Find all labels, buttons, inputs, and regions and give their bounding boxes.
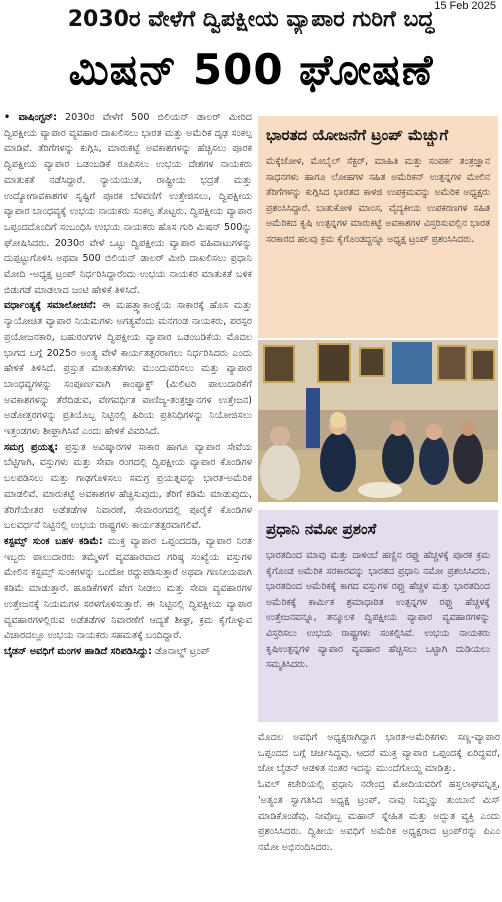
paragraph-5: ಡೊನಾಲ್ಡ್ ಟ್ರಂಪ್: [151, 645, 210, 657]
sidebar-box-trump-praise: [258, 116, 498, 338]
paragraph-4: ಮುಕ್ತ ವ್ಯಾಪಾರ ಒಪ್ಪಂದದಡಿ, ವ್ಯಾಪಾರ ನಿರತ ಇಬ್ಬರು ಪಾಲುದಾರರು ತಮ್ಮೆಳಗೆ ವ್ಯವಹಾರವಾದ ಗರಿಷ್ಠ ಸಂಖ್ಯೆಯ ವಸ್ತುಗಳ ಮೇಲಿನ ಕಸ್ಟಮ್ಸ್ ಸುಂಕಗಳನ್ನು ಒಂದೋ ರದ್ದುಪಡಿಸುತ್ತಾರೆ ಅಥವಾ ಗಣನೀಯವಾಗಿ ಕಡಿಮೆ ಮಾಡುತ್ತಾರೆ. ಹೂಡಿಕೆಗಳಿಗೆ ವೇಗ ನೀಡಲು ಮತ್ತು ಸೇವಾ ವ್ಯವಹಾರಗಳ ಉತ್ತೇಜನಕ್ಕೆ ನಿಯಮಗಳ ಸರಳಗೊಳಿಸುತ್ತಾರೆ. ಈ ನಿಟ್ಟಿನಲ್ಲಿ ದ್ವಿಪಕ್ಷೀಯ ವ್ಯಾಪಾರ ವ್ಯವಹಾರಗಳಲ್ಲಿರುವ ಅಡೆತಡೆಗಳ ನಿವಾರಣೆಗೆ ಆದ್ಯತೆ ಶೀಘ್ರ, ಕ್ರಮ ಕೈಗೊಳ್ಳುವ ವಿಚಾರದಲ್ಲೂ ಉಭಯ ನಾಯಕರು ಸಹಮತಕ್ಕೆ ಬಂದಿದ್ದಾರೆ.: [4, 535, 252, 642]
news-photo: [258, 340, 498, 502]
sidebar-box-title-2: ಪ್ರಧಾನಿ ನಮೋ ಪ್ರಶಂಸೆ: [266, 520, 377, 538]
paragraph-2: ಈ ಮಹತ್ತ್ವಾಕಾಂಕ್ಷೆಯ ಸಾಕಾರಕ್ಕೆ ಹೊಸ ಮತ್ತು ನ್ಯಾಯೋಚಿತ ವ್ಯಾಪಾರ ನಿಯಮಗಳು ಅಗತ್ಯವೆಂದು ಮನಗಂಡ ನಾಯಕರು, ಪರಸ್ಪರ ಪ್ರಯೋಜನಕಾರಿ, ಬಹುರಂಗಗಳ ದ್ವಿಪಕ್ಷೀಯ ವ್ಯಾಪಾರ ಒಡಂಬಡಿಕೆಯ ಮೊದಲ ಭಾಗದ ಬಗ್ಗೆ 2025ರ ಅಂತ್ಯ ವೇಳೆ ಕಾರ್ಯತತ್ಪರರಾಗಲು ನಿರ್ಧರಿಸಿದರು ಎಂದು ಹೇಳಿಕೆ ತಿಳಿಸಿದೆ. ಪ್ರಸ್ತುತ ಮಾತುಕತೆಗಳು ಮುಂದುವರಿಸಲು ಮತ್ತು ವ್ಯಾಪಾರ ಬಾಂಧವ್ಯಗಳನ್ನು ಸಂಪೂರ್ಣವಾಗಿ ಕಾಂಪ್ಯಾಕ್ಟ್ (ಮಿಲಿಟರಿ ಪಾಲುದಾರಿಕೆಗೆ ಅವಕಾಶಗಳನ್ನು ತೆರೆದಿಡುವ, ವೇಗವರ್ಧಿತ ವಾಣಿಜ್ಯ-ತಂತ್ರಜ್ಞಾನಗಳ ಉತ್ತೇಜನ) ಅಡೋತ್ತರಗಳನ್ನು ಪ್ರತಿಯೊಬ್ಬ ನಿಟ್ಟಿನಲ್ಲಿ ಹಿರಿಯ ಪ್ರತಿನಿಧಿಗಳನ್ನು ನಿಯೋಜಿಸಲು ಇತ್ತಂಡಗಳು ಶೀಘ್ರಾಗಿಸಿವೆ ಎಂದು ಹೇಳಿಕೆ ವಿವರಿಸಿದೆ.: [4, 300, 252, 438]
paragraph-1: 2030ರ ವೇಳೆಗೆ 500 ಬಿಲಿಯನ್ ಡಾಲರ್ ಮೀರಿದ ದ್ವಿಪಕ್ಷೀಯ ವ್ಯಾಪಾರ ವ್ಯವಹಾರ ದಾಖಲಿಸಲು ಭಾರತ ಮತ್ತು ಅಮೆರಿಕ ದೃಢ ಸಂಕಲ್ಪ ಮಾಡಿವೆ. ತೆರಿಗೆಗಳನ್ನು ಕುಗ್ಗಿಸಿ, ಮಾರುಕಟ್ಟೆ ಅವಕಾಶಗಳನ್ನು ಹೆಚ್ಚಿಸಲು ಪೂರಕ ದ್ವಿಪಕ್ಷೀಯ ವ್ಯಾಪಾರ ಒಡಂಬಡಿಕೆ ರೂಪಿಸಲು ಉಭಯ ದೇಶಗಳ ನಾಯಕರು ಮಾತುಕತೆ ನಡೆಸಿದ್ದಾರೆ. ನ್ಯಾಯಯುತ, ರಾಷ್ಟ್ರೀಯ ಭದ್ರತೆ ಮತ್ತು ಉದ್ಯೋಗಾವಕಾಶಗಳ ಸೃಷ್ಟಿಗೆ ಪೂರಕ ಬೆಳವಣಿಗೆ ಉತ್ತೇಜಿಸಲು, ದ್ವಿಪಕ್ಷೀಯ ವ್ಯಾಪಾರ ಬಾಂಧವ್ಯಕ್ಕೆ ಉಭಯ ನಾಯಕರು ಸಂಕಲ್ಪ ತೊಟ್ಟರು. ದ್ವಿಪಕ್ಷೀಯ ವ್ಯಾಪಾರ ಒಪ್ಪಂದದೊಂದಿಗೆ ಸಂಬಂಧಿಸಿ ಉಭಯ ನಾಯಕರು ಹೊಸ ಗುರಿ ಮಿಷನ್ 500ನ್ನು ಘೋಷಿಸಿದರು. 2030ರ ವೇಳೆ ಒಟ್ಟು ದ್ವಿಪಕ್ಷೀಯ ವ್ಯಾಪಾರ ವಹಿವಾಟುಗಳನ್ನು ದುಪ್ಪಟ್ಟುಗೊಳಿಸಿ ಅಥವಾ 500 ಬಿಲಿಯನ್ ಡಾಲರ್ ಮೀರಿ ದಾಖಲಿಸಲು ಪ್ರಧಾನಿ ಮೋದಿ -ಅಧ್ಯಕ್ಷ ಟ್ರಂಪ್ ನಿರ್ಧರಿಸಿದ್ದಾರೆಂದು ಉಭಯ ನಾಯಕರ ಮಾತುಕತೆ ಬಳಿಕ ಬಿಡುಗಡೆ ಮಾಡಲಾದ ಜಂಟಿ ಹೇಳಿಕೆ ತಿಳಿಸಿದೆ.: [4, 112, 252, 296]
main-article-column: [4, 110, 252, 902]
kicker-headline: 2030ರ ವೇಳೆಗೆ ದ್ವಿಪಕ್ಷೀಯ ವ್ಯಾಪಾರ ಗುರಿಗೆ ಬದ್ಧ: [67, 7, 435, 32]
subhead-2: ವರ್ಧಾಂತ್ಯಕ್ಕೆ ಸಮಾಲೋಚನೆ:: [4, 300, 97, 312]
paragraph-3: ಪ್ರಸ್ತುತ ಅವಿಷ್ಕಾರಗಳ ಸಾಕಾರ ಹಾಗೂ ವ್ಯಾಪಾರ ಸೇವೆಯ ಬೆಟ್ಟಿಗಾಗಿ, ವಸ್ತುಗಳು ಮತ್ತು ಸೇವಾ ರಂಗದಲ್ಲಿ ದ್ವಿಪಕ್ಷೀಯ ವ್ಯಾಪಾರ ಕೊಂಡಿಗಳ ಬಲಪಡಿಸಲು ಮತ್ತು ಗಾಢಗೊಳಿಸಲು ಸಮಗ್ರ ಪ್ರಯತ್ನವನ್ನು ಭಾರತ-ಅಮೆರಿಕ ಮಾಡಲಿವೆ. ಮಾರುಕಟ್ಟೆ ಅವಕಾಶಗಳ ಹೆಚ್ಚಿಸುವುದು, ತೆರಿಗೆ ಕಡಿಮೆ ಮಾಡುವುದು, ತೆರಿಗೆಯೇತರ ಅಡೆತಡೆಗಳ ನಿವಾರಣೆ, ಸೇವಾರಂಗದಲ್ಲಿ ಪೂರೈಕೆ ಕೊಂಡಿಗಳ ಬಲವರ್ಧನೆ ನಿಟ್ಟಿನಲ್ಲಿ ಉಭಯ ರಾಷ್ಟ್ರಗಳು ಕಾರ್ಯತತ್ಪರವಾಗಲಿವೆ.: [4, 441, 252, 532]
subhead-5: ಬೈಡನ್ ಅವಧಿಗೆ ಮಂಗಳ ಹಾಡಿದೆ ಸರಿಪಡಿಸಿದ್ದು:: [4, 645, 152, 657]
sidebar-box-body: ಮೆಕ್ಕೆಜೋಳ, ಮೊಬೈಲ್ ಸೆಕ್ಟರ್, ಮಾಹಿತಿ ಮತ್ತು ಸಂಪರ್ಕ ತಂತ್ರಜ್ಞಾನ ಸಾಧನಗಳು ಹಾಗೂ ಲೋಹಗಳ ಸಹಿತ ಅಮೆರಿಕನ್ ಉತ್ಪನ್ನಗಳ ಮೇಲಿನ ತೆರಿಗೆಗಳನ್ನು ಕುಗ್ಗಿಸಿದ ಭಾರತದ ಕಾಳಜಿ ಉಪಕ್ರಮವನ್ನು ಅಮೆರಿಕ ಅಧ್ಯಕ್ಷರು ಪ್ರಶಂಸಿಸಿದ್ದಾರೆ. ಬಾತುಕೋಳಿ ಮಾಂಸ, ವೈದ್ಯಕೀಯ ಉಪಕರಣಗಳ ಸಹಿತ ಅಮೆರಿಕದ ಕೃಷಿ ಉತ್ಪನ್ನಗಳ ಮಾರುಕಟ್ಟೆ ಅವಕಾಶಗಳ ವಿಸ್ತರಿಸುವಲ್ಲಿನ ಭಾರತ ಸರಕಾರದ ಹಲವು ಕ್ರಮ ಕೈಗೊಂಡದ್ದನ್ನೂ ಅಧ್ಯಕ್ಷ ಟ್ರಂಪ್ ಪ್ರಶಂಸಿಸಿದರು.: [266, 156, 490, 245]
sidebar-box-body-2: ಭಾರತದಿಂದ ಮಾವು ಮತ್ತು ದಾಳಿಂಬೆ ಹಣ್ಣಿನ ರಫ್ತು ಹೆಚ್ಚಳಕ್ಕೆ ಪೂರಕ ಕ್ರಮ ಕೈಗೊಂಡ ಅಮೆರಿಕ ಸರಕಾರವನ್ನು ಭಾರತದ ಪ್ರಧಾನಿ ನಮೋ ಪ್ರಶಂಸಿಸಿದರು. ಭಾರತದಿಂದ ಅಮೆರಿಕಕ್ಕೆ ಕಾಗದ ವಸ್ತುಗಳ ರಫ್ತು ಹೆಚ್ಚಳ ಮತ್ತು ಭಾರತದಿಂದ ಅಮೆರಿಕಕ್ಕೆ ಕಾರ್ಮಿಕ ಶ್ರಮಾಧಾರಿತ ಉತ್ಪನ್ನಗಳ ರಫ್ತು ಹೆಚ್ಚಳಕ್ಕೆ ಉತ್ತೇಜನವನ್ನೂ, ತನ್ಮೂಲಕ ದ್ವಿಪಕ್ಷೀಯ ವ್ಯಾಪಾರ ವ್ಯವಹಾರಗಳನ್ನು ವಿಸ್ತರಿಸಲು ಉಭಯ ರಾಷ್ಟ್ರಗಳು ಸಂಕಲ್ಪಿಸಿವೆ. ಉಭಯ ನಾಯಕರು ಕೃಷಿಉತ್ಪನ್ನಗಳ ವ್ಯಾಪಾರ ವ್ಯವಹಾರ ಹೆಚ್ಚಿಸಲು ಒಟ್ಟಾಗಿ ದುಡಿಯಲು ಸಮ್ಮತಿಸಿದರು.: [266, 550, 490, 671]
sidebar-box-title: ಭಾರತದ ಯೋಜನೆಗೆ ಟ್ರಂಪ್ ಮೆಚ್ಚುಗೆ: [266, 126, 449, 144]
right-column-continuation: [258, 730, 500, 902]
subhead-3: ಸಮಗ್ರ ಪ್ರಯತ್ನ:: [4, 441, 59, 453]
main-headline: ಮಿಷನ್ 500 ಘೋಷಣೆ: [68, 45, 434, 94]
paragraph-continued-2: ಓವಲ್ ಕಚೇರಿಯಲ್ಲಿ ಪ್ರಧಾನಿ ನರೇಂದ್ರ ಮೋದಿಯವರಿಗೆ ಹಸ್ತಲಾಘವನ್ನಿತ್ತ, 'ಅತ್ಯಂತ ಸ್ವಾಗತಿಸಿದ ಅಧ್ಯಕ್ಷ ಟ್ರಂಪ್, ನಾವು ನಿಮ್ಮನ್ನು ತುಂಬಾನೆ ಮಿಸ್ ಮಾಡಿಕೊಂಡೆವು. ನೀವೊಬ್ಬ ಮಹಾನ್ ಸ್ನೇಹಿತ ಮತ್ತು ಅದ್ಭುತ ವ್ಯಕ್ತಿ ಎಂದು ಪ್ರಶಂಸಿಸಿದರು. ದ್ವಿತೀಯ ಅವಧಿಗೆ ಅಮೆರಿಕ ಅಧ್ಯಕ್ಷರಾದ ಟ್ರಂಪ್‌ರನ್ನು ಪಿಎಂ ನಮೋ ಅಭಿನಂದಿಸಿದರು.: [258, 779, 500, 853]
dateline: • ವಾಷಿಂಗ್ಟನ್:: [4, 112, 57, 123]
paragraph-continued-1: ಮೊದಲ ಅವಧಿಗೆ ಅಧ್ಯಕ್ಷರಾಗಿದ್ದಾಗ ಭಾರತ-ಅಮೆರಿಕಗಳು ಸಣ್ಣ-ವ್ಯಾಪಾರ ಒಪ್ಪಂದದ ಬಗ್ಗೆ ಚರ್ಚಿಸಿದ್ದವು. ಆದರೆ ಮುಕ್ತ ವ್ಯಾಪಾರ ಒಪ್ಪಂದಕ್ಕೆ ಏರಿದ್ದವರೆ, ಜೋ ಬೈಡನ್ ಆಡಳಿತ ನಂತರ ಇದನ್ನು ಮುಂದೆಗೊಯ್ದ ಮಾಡಿತ್ತು.: [258, 732, 500, 775]
subhead-4: ಕಸ್ಟಮ್ಸ್ ಸುಂಕ ಬಹಳ ಕಡಿಮೆ:: [4, 535, 103, 547]
issue-date: 15 Feb 2025: [434, 0, 496, 12]
photo-illustration: [258, 340, 498, 502]
sidebar-box-modi-praise: [258, 510, 498, 722]
